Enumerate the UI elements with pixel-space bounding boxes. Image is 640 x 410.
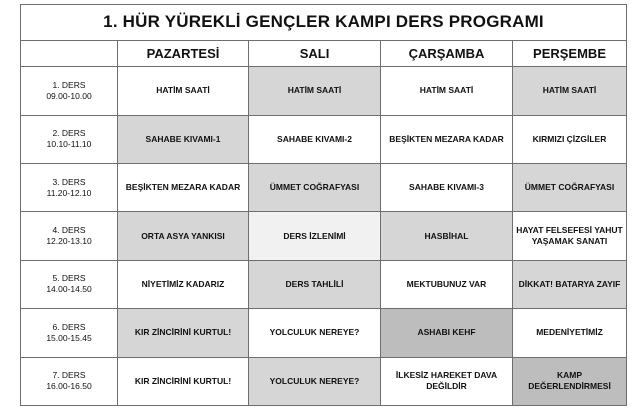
lesson-title: HAYAT FELSEFESİ YAHUT YAŞAMAK SANATI — [516, 225, 623, 247]
lesson-title: KIR ZİNCİRİNİ KURTUL! — [134, 375, 232, 386]
lesson-title: HASBİHAL — [424, 230, 469, 241]
lesson-cell-thursday — [513, 115, 627, 163]
lesson-cell-wednesday — [381, 115, 513, 163]
lesson-cell-tuesday — [249, 212, 381, 260]
lesson-cell-tuesday — [249, 164, 381, 212]
lesson-title: BEŞİKTEN MEZARA KADAR — [389, 133, 504, 144]
lesson-title: HATİM SAATİ — [419, 85, 474, 96]
period-cell — [21, 115, 118, 163]
lesson-title: MEDENİYETİMİZ — [536, 327, 603, 338]
lesson-cell-monday — [118, 212, 249, 260]
lesson-title: İLKESİZ HAREKET DAVA DEĞİLDİR — [395, 370, 498, 392]
day-header-thursday: PERŞEMBE — [513, 40, 627, 67]
title-row — [21, 5, 627, 41]
lesson-title: DERS TAHLİLİ — [285, 278, 344, 289]
lesson-cell-monday — [118, 357, 249, 405]
day-header-tuesday: SALI — [249, 40, 381, 67]
lesson-title: YOLCULUK NEREYE? — [269, 375, 360, 386]
period-label: 5. DERS — [52, 273, 86, 284]
lesson-title: KIRMIZI ÇİZGİLER — [532, 133, 607, 144]
lesson-title: ORTA ASYA YANKISI — [141, 230, 225, 241]
lesson-cell-tuesday — [249, 357, 381, 405]
table-row — [21, 260, 627, 308]
period-time: 15.00-15.45 — [46, 332, 92, 343]
period-cell — [21, 357, 118, 405]
lesson-cell-thursday — [513, 212, 627, 260]
period-label: 6. DERS — [52, 321, 86, 332]
lesson-title: DERS İZLENİMİ — [283, 230, 346, 241]
period-cell — [21, 260, 118, 308]
lesson-cell-thursday — [513, 67, 627, 115]
lesson-title: SAHABE KIVAMI-1 — [145, 133, 221, 144]
lesson-title: NİYETİMİZ KADARIZ — [141, 278, 225, 289]
table-row — [21, 309, 627, 357]
lesson-title: MEKTUBUNUZ VAR — [406, 278, 487, 289]
table-row — [21, 67, 627, 115]
lesson-title: SAHABE KIVAMI-3 — [409, 182, 484, 193]
lesson-cell-wednesday — [381, 164, 513, 212]
lesson-title: KAMP DEĞERLENDİRMESİ — [528, 370, 611, 392]
table-row — [21, 164, 627, 212]
lesson-cell-wednesday — [381, 67, 513, 115]
lesson-cell-monday — [118, 309, 249, 357]
period-label: 2. DERS — [52, 128, 86, 139]
lesson-title: SAHABE KIVAMI-2 — [277, 133, 352, 144]
period-time: 14.00-14.50 — [46, 284, 92, 295]
lesson-cell-monday — [118, 67, 249, 115]
period-time: 11.20-12.10 — [46, 187, 92, 198]
lesson-title: ÜMMET COĞRAFYASI — [524, 182, 615, 193]
period-cell — [21, 67, 118, 115]
lesson-cell-wednesday — [381, 260, 513, 308]
schedule-table — [20, 4, 627, 406]
lesson-title: BEŞİKTEN MEZARA KADAR — [125, 182, 241, 193]
lesson-cell-thursday — [513, 260, 627, 308]
period-label: 1. DERS — [52, 79, 86, 90]
lesson-cell-tuesday — [249, 67, 381, 115]
lesson-title: KIR ZİNCİRİNİ KURTUL! — [134, 327, 232, 338]
lesson-cell-thursday — [513, 309, 627, 357]
period-label: 7. DERS — [52, 370, 86, 381]
period-label: 3. DERS — [52, 176, 86, 187]
period-time: 12.20-13.10 — [46, 236, 92, 247]
period-time: 16.00-16.50 — [46, 381, 92, 392]
lesson-cell-wednesday — [381, 309, 513, 357]
schedule-title: 1. HÜR YÜREKLİ GENÇLER KAMPI DERS PROGRAMI — [21, 5, 627, 41]
day-header-wednesday: ÇARŞAMBA — [381, 40, 513, 67]
period-cell — [21, 309, 118, 357]
header-row — [21, 40, 627, 67]
period-cell — [21, 212, 118, 260]
lesson-cell-wednesday — [381, 212, 513, 260]
period-time: 10.10-11.10 — [46, 139, 92, 150]
lesson-cell-monday — [118, 164, 249, 212]
lesson-title: ASHABI KEHF — [417, 327, 476, 338]
table-row — [21, 115, 627, 163]
lesson-title: HATİM SAATİ — [156, 85, 210, 96]
lesson-cell-thursday — [513, 164, 627, 212]
lesson-cell-tuesday — [249, 115, 381, 163]
lesson-cell-tuesday — [249, 260, 381, 308]
lesson-cell-thursday — [513, 357, 627, 405]
period-label: 4. DERS — [52, 225, 86, 236]
lesson-title: HATİM SAATİ — [287, 85, 342, 96]
period-time: 09.00-10.00 — [46, 90, 92, 101]
lesson-title: YOLCULUK NEREYE? — [269, 327, 360, 338]
table-row — [21, 212, 627, 260]
lesson-cell-tuesday — [249, 309, 381, 357]
table-row — [21, 357, 627, 405]
lesson-title: ÜMMET COĞRAFYASI — [269, 182, 360, 193]
period-cell — [21, 164, 118, 212]
lesson-cell-monday — [118, 260, 249, 308]
lesson-cell-monday — [118, 115, 249, 163]
lesson-title: HATİM SAATİ — [542, 85, 597, 96]
lesson-title: DİKKAT! BATARYA ZAYIF — [518, 278, 621, 289]
header-corner-cell — [21, 40, 118, 67]
day-header-monday: PAZARTESİ — [118, 40, 249, 67]
lesson-cell-wednesday — [381, 357, 513, 405]
